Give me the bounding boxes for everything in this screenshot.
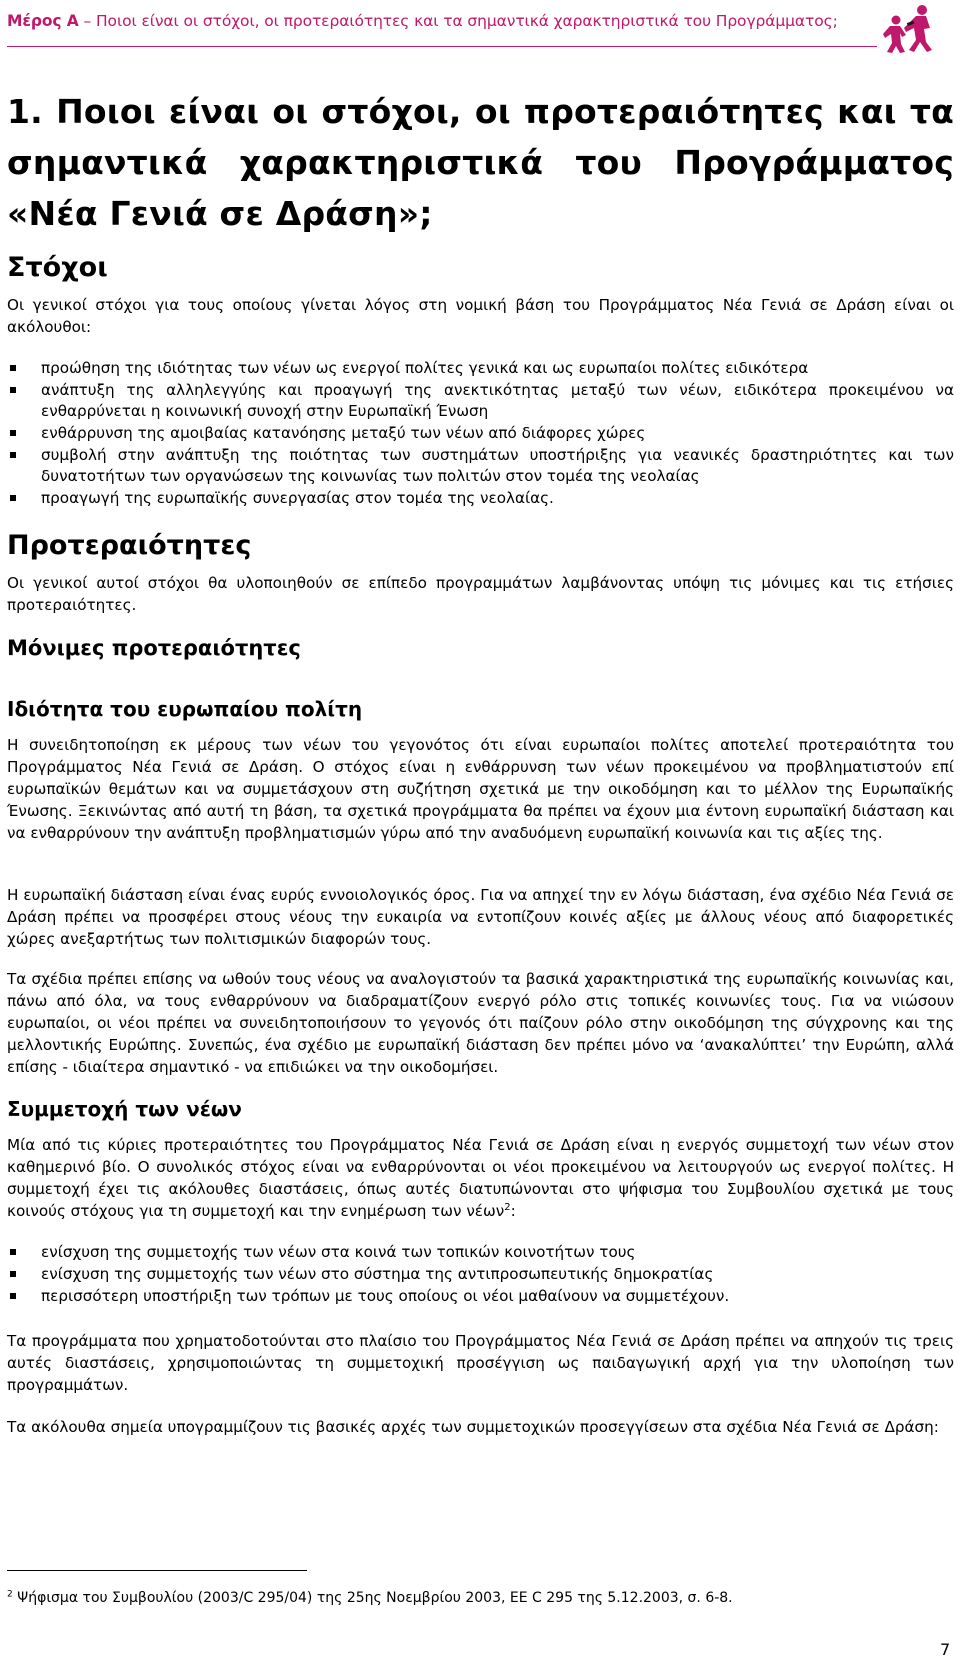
header-title <box>7 12 838 30</box>
participation-list <box>7 1242 954 1308</box>
youth-figures-icon <box>880 2 936 54</box>
priorities-intro: Οι γενικοί αυτοί στόχοι θα υλοποιηθούν σε επίπεδο προγραμμάτων λαμβάνοντας υπόψη τις μόνιμες και τις ετήσιες προτεραιότητες. <box>7 574 954 614</box>
list-item: προαγωγή της ευρωπαϊκής συνεργασίας στον τομέα της νεολαίας. <box>7 488 954 509</box>
page-number: 7 <box>940 1640 951 1659</box>
footnote-text: Ψήφισμα του Συμβουλίου (2003/C 295/04) της 25ης Νοεμβρίου 2003, ΕΕ C 295 της 5.12.2003, σ. 6-8. <box>12 1590 733 1606</box>
participation-paragraph-1-text: Μία από τις κύριες προτεραιότητες του Προγράμματος Νέα Γενιά σε Δράση είναι η ενεργός συμμετοχή των νέων στον καθημερινό βίο. Ο συνολικός στόχος είναι να ενθαρρύνονται οι νέοι προκειμένου να λειτουργούν ως ενεργοί πολίτες. Η συμμετοχή έχει τις ακόλουθες διαστάσεις, όπως αυτές διατυπώνονται στο ψήφισμα του Συμβουλίου σχετικά με τους κοινούς στόχους για τη συμμετοχή και την ενημέρωση των νέων <box>7 1136 954 1220</box>
list-item: ανάπτυξη της αλληλεγγύης και προαγωγή της ανεκτικότητας μεταξύ των νέων, ειδικότερα προκειμένου να ενθαρρύνεται η κοινωνική συνοχή στην Ευρωπαϊκή Ένωση <box>7 380 954 422</box>
footnote-divider <box>7 1570 307 1571</box>
header-dash: – <box>78 12 96 30</box>
page-header <box>7 8 877 47</box>
priorities-heading: Προτεραιότητες <box>7 530 252 561</box>
citizenship-heading: Ιδιότητα του ευρωπαίου πολίτη <box>7 697 363 721</box>
list-item: συμβολή στην ανάπτυξη της ποιότητας των συστημάτων υποστήριξης για νεανικές δραστηριότητες και των δυνατοτήτων των οργανώσεων της κοινωνίας των πολιτών στον τομέα της νεολαίας <box>7 445 954 487</box>
list-item: ενίσχυση της συμμετοχής των νέων στο σύστημα της αντιπροσωπευτικής δημοκρατίας <box>7 1264 954 1285</box>
header-part-label: Μέρος Α <box>7 12 79 30</box>
citizenship-paragraph-1: Η συνειδητοποίηση εκ μέρους των νέων του γεγονότος ότι είναι ευρωπαίοι πολίτες αποτελεί προτεραιότητα του Προγράμματος Νέα Γενιά σε Δράση. Ο στόχος είναι η ενθάρρυνση των νέων προκειμένου να προβληματιστούν επί ευρωπαϊκών θεμάτων και να συμμετάσχουν στη συζήτηση σχετικά με την οικοδόμηση και το μέλλον της Ευρωπαϊκής Ένωσης. Ξεκινώντας από αυτή τη βάση, τα σχετικά προγράμματα θα πρέπει να έχουν μια έντονη ευρωπαϊκή διάσταση και να ενθαρρύνουν την ανάπτυξη προβληματισμών γύρω από την αναδυόμενη ευρωπαϊκή κοινωνία και τις αξίες της. <box>7 736 954 842</box>
goals-intro: Οι γενικοί στόχοι για τους οποίους γίνεται λόγος στη νομική βάση του Προγράμματος Νέα Γενιά σε Δράση είναι οι ακόλουθοι: <box>7 296 954 336</box>
participation-paragraph-1-end: : <box>510 1202 516 1220</box>
participation-heading: Συμμετοχή των νέων <box>7 1097 242 1121</box>
citizenship-paragraph-3: Τα σχέδια πρέπει επίσης να ωθούν τους νέους να αναλογιστούν τα βασικά χαρακτηριστικά της ευρωπαϊκής κοινωνίας και, πάνω από όλα, να τους ενθαρρύνουν να διαδραματίζουν ενεργό ρόλο στις τοπικές κοινωνίες τους. Για να νιώσουν ευρωπαίοι, οι νέοι πρέπει να συνειδητοποιήσουν το γεγονός ότι παίζουν ρόλο στην οικοδόμηση της σύγχρονης και της μελλοντικής Ευρώπης. Συνεπώς, ένα σχέδιο με ευρωπαϊκή διάσταση δεν πρέπει μόνο να ‘ανακαλύπτει’ την Ευρώπη, αλλά επίσης - ιδιαίτερα σημαντικό - να επιδιώκει να την οικοδομήσει. <box>7 970 954 1076</box>
list-item: περισσότερη υποστήριξη των τρόπων με τους οποίους οι νέοι μαθαίνουν να συμμετέχουν. <box>7 1286 954 1307</box>
footnote-number: 2 <box>7 1589 13 1600</box>
permanent-priorities-heading: Μόνιμες προτεραιότητες <box>7 636 301 660</box>
list-item: ενθάρρυνση της αμοιβαίας κατανόησης μεταξύ των νέων από διάφορες χώρες <box>7 423 954 444</box>
footnote <box>7 1590 733 1606</box>
citizenship-paragraph-2: Η ευρωπαϊκή διάσταση είναι ένας ευρύς εννοιολογικός όρος. Για να απηχεί την εν λόγω διάσταση, ένα σχέδιο Νέα Γενιά σε Δράση πρέπει να προσφέρει στους νέους την ευκαιρία να εντοπίζουν κοινές αξίες με άλλους νέους από διαφορετικές χώρες ανεξαρτήτως των πολιτισμικών διαφορών τους. <box>7 886 954 948</box>
footnote-ref: 2 <box>504 1201 511 1213</box>
list-item: ενίσχυση της συμμετοχής των νέων στα κοινά των τοπικών κοινοτήτων τους <box>7 1242 954 1263</box>
participation-paragraph-1 <box>7 1134 954 1222</box>
header-title-text: Ποιοι είναι οι στόχοι, οι προτεραιότητες και τα σημαντικά χαρακτηριστικά του Προγράμματος; <box>96 12 838 30</box>
goals-heading: Στόχοι <box>7 252 108 283</box>
main-heading: 1. Ποιοι είναι οι στόχοι, οι προτεραιότητες και τα σημαντικά χαρακτηριστικά του Προγράμματος «Νέα Γενιά σε Δράση»; <box>7 92 954 233</box>
goals-list <box>7 358 954 510</box>
participation-paragraph-3: Τα ακόλουθα σημεία υπογραμμίζουν τις βασικές αρχές των συμμετοχικών προσεγγίσεων στα σχέδια Νέα Γενιά σε Δράση: <box>7 1418 939 1436</box>
list-item: προώθηση της ιδιότητας των νέων ως ενεργοί πολίτες γενικά και ως ευρωπαίοι πολίτες ειδικότερα <box>7 358 954 379</box>
participation-paragraph-2: Τα προγράμματα που χρηματοδοτούνται στο πλαίσιο του Προγράμματος Νέα Γενιά σε Δράση πρέπει να απηχούν τις τρεις αυτές διαστάσεις, χρησιμοποιώντας τη συμμετοχική προσέγγιση ως παιδαγωγική αρχή για την υλοποίηση των προγραμμάτων. <box>7 1332 954 1394</box>
